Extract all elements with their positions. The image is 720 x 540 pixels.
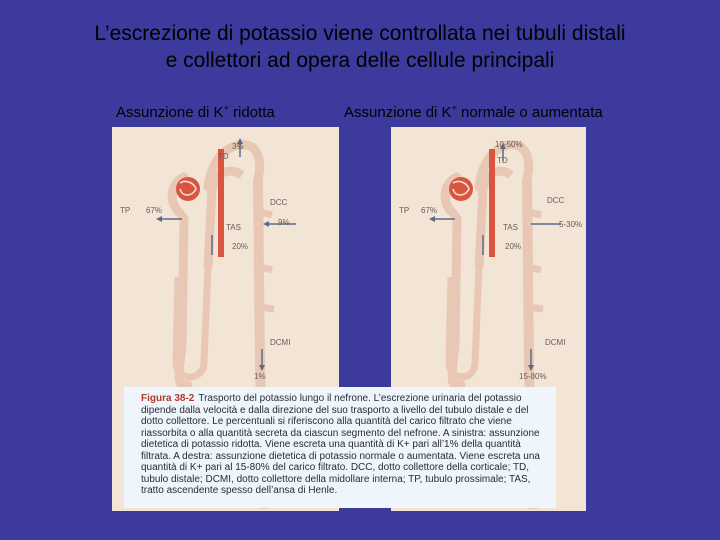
collecting-duct-branch-left-3 — [260, 307, 274, 309]
ascending-limb-left — [208, 171, 242, 267]
label-tp-left: TP — [120, 206, 131, 215]
arrow-dcc-left-head — [263, 221, 269, 227]
label-dcc-percent-left: 9% — [278, 218, 290, 227]
caption-right-superscript: + — [451, 103, 457, 113]
arrow-tp-right-head — [429, 216, 435, 222]
label-tp-right: TP — [399, 206, 410, 215]
label-tas-right: TAS — [503, 223, 518, 232]
slide-title — [0, 20, 720, 74]
caption-right-tail: normale o aumentata — [456, 104, 603, 121]
label-dcmi-right: DCMI — [545, 338, 566, 347]
afferent-vessel-left — [218, 149, 224, 257]
label-tp-percent-right: 67% — [421, 206, 438, 215]
afferent-vessel-right — [489, 149, 495, 257]
label-tas-left: TAS — [226, 223, 241, 232]
label-dcc-right: DCC — [547, 196, 565, 205]
title-line-1: L’escrezione di potassio viene controllata nei tubuli distali — [94, 22, 626, 45]
collecting-duct-branch-right-1 — [529, 212, 541, 215]
caption-right-text: Assunzione di K — [344, 104, 452, 121]
label-td-left: TD — [218, 152, 229, 161]
label-tas-percent-left: 20% — [232, 242, 249, 251]
label-tas-percent-right: 20% — [505, 242, 522, 251]
label-bottom-percent-left: 1% — [254, 372, 266, 381]
collecting-duct-branch-left-2 — [260, 267, 272, 270]
label-dcmi-left: DCMI — [270, 338, 291, 347]
collecting-duct-branch-right-3 — [529, 307, 543, 309]
label-dcc-left: DCC — [270, 198, 288, 207]
label-top-percent-left: 3% — [232, 142, 244, 151]
caption-left-superscript: + — [223, 103, 229, 113]
arrow-tp-left-head — [156, 216, 162, 222]
caption-left-text: Assunzione di K — [116, 104, 224, 121]
collecting-duct-branch-right-2 — [529, 267, 541, 270]
collecting-duct-branch-left-1 — [260, 212, 272, 215]
label-tp-percent-left: 67% — [146, 206, 163, 215]
label-td-right: TD — [497, 156, 508, 165]
figure-text: Trasporto del potassio lungo il nefrone. L’escrezione urinaria del potassio dipende dalla velocità e dalla direzione del suo trasporto a livello del tubulo distale e del dotto collettore. Le percentuali si riferiscono alla quantità del carico filtrato che viene riassorbita o alla quantità secreta da ciascun segmento del nefrone. A sinistra: assunzione dietetica di potassio ridotta. Viene escreta una quantità di K+ pari all’1% della quantità filtrata. A destra: assunzione dietetica di potassio normale o aumentata. Viene escreta una quantità di K+ pari al 15-80% del carico filtrato. DCC, dotto collettore della corticale; TD, tubulo distale; DCMI, dotto collettore della midollare interna; TP, tubulo prossimale; TAS, tratto ascendente spesso dell’ansa di Henle. — [141, 393, 540, 496]
label-bottom-percent-right: 15-80% — [519, 372, 547, 381]
title-line-2: e collettori ad opera delle cellule principali — [165, 49, 555, 72]
caption-left — [116, 103, 275, 121]
figure-caption — [141, 393, 553, 497]
caption-left-tail: ridotta — [228, 104, 275, 121]
caption-right — [344, 103, 603, 121]
figure-label: Figura 38-2 — [141, 393, 195, 404]
label-top-percent-right: 10-50% — [495, 140, 523, 149]
label-dcc-percent-right: 5-30% — [559, 220, 583, 229]
